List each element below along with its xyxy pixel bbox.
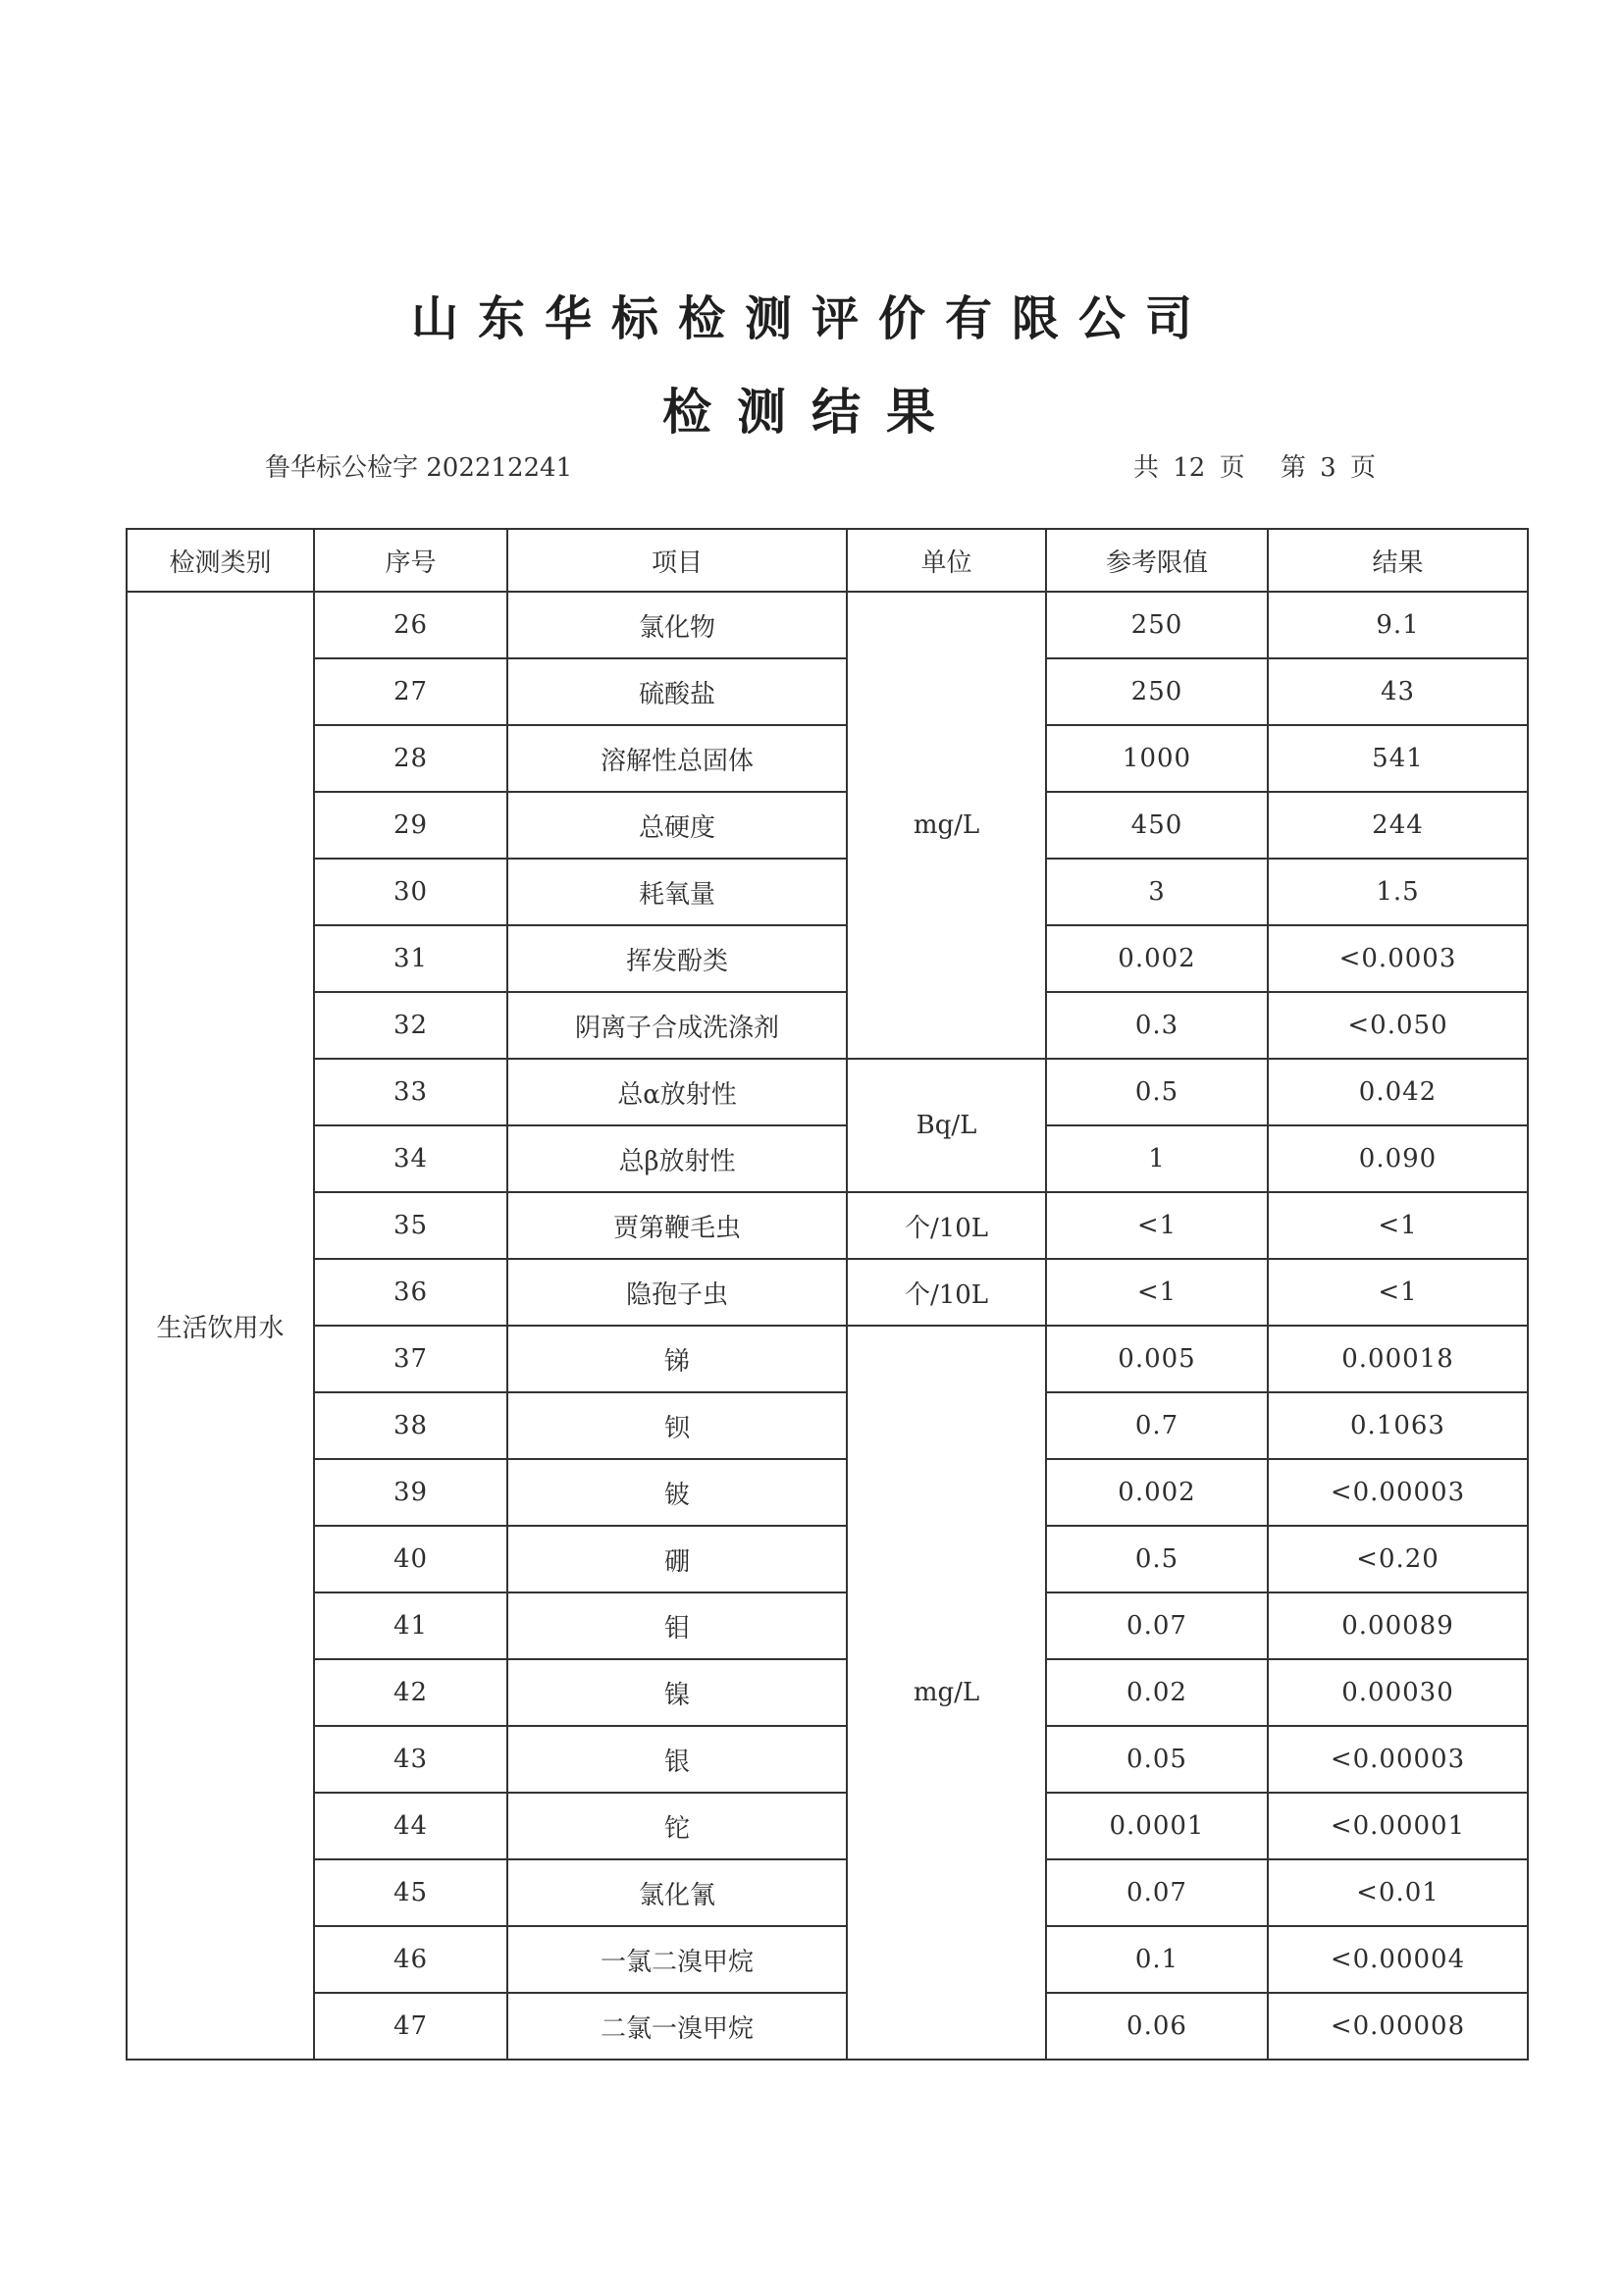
row-number: 46 [314, 1926, 507, 1993]
result-value: 43 [1268, 658, 1528, 725]
limit-value: 1 [1046, 1125, 1268, 1192]
row-number: 43 [314, 1726, 507, 1793]
result-value: 0.00089 [1268, 1592, 1528, 1659]
row-number: 45 [314, 1859, 507, 1926]
item-name: 锑 [507, 1326, 847, 1392]
limit-value: 0.5 [1046, 1526, 1268, 1592]
limit-value: 0.05 [1046, 1726, 1268, 1793]
row-number: 36 [314, 1259, 507, 1326]
result-value: <0.01 [1268, 1859, 1528, 1926]
item-name: 硫酸盐 [507, 658, 847, 725]
row-number: 33 [314, 1059, 507, 1125]
page-indicator [1133, 447, 1397, 484]
result-value: <0.20 [1268, 1526, 1528, 1592]
result-value: <0.00001 [1268, 1793, 1528, 1859]
result-value: <0.00008 [1268, 1993, 1528, 2060]
table-row [127, 1659, 1528, 1726]
unit-cell: 个/10L [847, 1192, 1046, 1259]
table-row [127, 925, 1528, 992]
item-name: 钼 [507, 1592, 847, 1659]
item-name: 钡 [507, 1392, 847, 1459]
table-row [127, 1392, 1528, 1459]
limit-value: 0.002 [1046, 925, 1268, 992]
item-name: 溶解性总固体 [507, 725, 847, 792]
result-value: <0.00003 [1268, 1459, 1528, 1526]
table-row [127, 1259, 1528, 1326]
table-row [127, 1459, 1528, 1526]
category-cell: 生活饮用水 [127, 592, 314, 2060]
current-page: 第 3 页 [1280, 453, 1376, 483]
item-name: 硼 [507, 1526, 847, 1592]
result-value: 0.00030 [1268, 1659, 1528, 1726]
table-row [127, 1059, 1528, 1125]
result-value: 1.5 [1268, 859, 1528, 925]
col-header-number: 序号 [314, 529, 507, 592]
col-header-item: 项目 [507, 529, 847, 592]
table-row [127, 1726, 1528, 1793]
table-header-row [127, 529, 1528, 592]
table-row [127, 1793, 1528, 1859]
item-name: 总硬度 [507, 792, 847, 859]
limit-value: 0.002 [1046, 1459, 1268, 1526]
item-name: 镍 [507, 1659, 847, 1726]
row-number: 29 [314, 792, 507, 859]
row-number: 28 [314, 725, 507, 792]
limit-value: 450 [1046, 792, 1268, 859]
results-table [126, 528, 1529, 2061]
item-name: 挥发酚类 [507, 925, 847, 992]
table-row [127, 792, 1528, 859]
result-value: 0.042 [1268, 1059, 1528, 1125]
unit-cell: mg/L [847, 1326, 1046, 2060]
table-row [127, 1526, 1528, 1592]
limit-value: 0.5 [1046, 1059, 1268, 1125]
table-row [127, 725, 1528, 792]
row-number: 37 [314, 1326, 507, 1392]
result-value: 244 [1268, 792, 1528, 859]
result-value: 0.1063 [1268, 1392, 1528, 1459]
limit-value: <1 [1046, 1192, 1268, 1259]
limit-value: 0.06 [1046, 1993, 1268, 2060]
table-row [127, 992, 1528, 1059]
col-header-result: 结果 [1268, 529, 1528, 592]
limit-value: 250 [1046, 592, 1268, 658]
item-name: 总α放射性 [507, 1059, 847, 1125]
row-number: 47 [314, 1993, 507, 2060]
item-name: 阴离子合成洗涤剂 [507, 992, 847, 1059]
result-value: 9.1 [1268, 592, 1528, 658]
item-name: 氯化物 [507, 592, 847, 658]
table-row [127, 1326, 1528, 1392]
row-number: 39 [314, 1459, 507, 1526]
col-header-category: 检测类别 [127, 529, 314, 592]
item-name: 总β放射性 [507, 1125, 847, 1192]
limit-value: <1 [1046, 1259, 1268, 1326]
result-value: <1 [1268, 1192, 1528, 1259]
item-name: 贾第鞭毛虫 [507, 1192, 847, 1259]
limit-value: 0.07 [1046, 1592, 1268, 1659]
limit-value: 3 [1046, 859, 1268, 925]
limit-value: 0.7 [1046, 1392, 1268, 1459]
result-value: <0.050 [1268, 992, 1528, 1059]
item-name: 耗氧量 [507, 859, 847, 925]
table-row [127, 1592, 1528, 1659]
limit-value: 1000 [1046, 725, 1268, 792]
table-row [127, 1859, 1528, 1926]
row-number: 30 [314, 859, 507, 925]
row-number: 32 [314, 992, 507, 1059]
results-body [127, 592, 1528, 2060]
limit-value: 0.07 [1046, 1859, 1268, 1926]
limit-value: 0.0001 [1046, 1793, 1268, 1859]
row-number: 44 [314, 1793, 507, 1859]
table-row [127, 658, 1528, 725]
table-row [127, 1192, 1528, 1259]
col-header-unit: 单位 [847, 529, 1046, 592]
limit-value: 0.005 [1046, 1326, 1268, 1392]
row-number: 41 [314, 1592, 507, 1659]
item-name: 银 [507, 1726, 847, 1793]
item-name: 铍 [507, 1459, 847, 1526]
table-row [127, 592, 1528, 658]
row-number: 27 [314, 658, 507, 725]
unit-cell: mg/L [847, 592, 1046, 1059]
table-row [127, 1125, 1528, 1192]
item-name: 一氯二溴甲烷 [507, 1926, 847, 1993]
item-name: 铊 [507, 1793, 847, 1859]
result-value: 0.090 [1268, 1125, 1528, 1192]
result-value: 0.00018 [1268, 1326, 1528, 1392]
limit-value: 0.1 [1046, 1926, 1268, 1993]
result-value: <0.00003 [1268, 1726, 1528, 1793]
row-number: 31 [314, 925, 507, 992]
result-value: <1 [1268, 1259, 1528, 1326]
result-value: <0.0003 [1268, 925, 1528, 992]
unit-cell: Bq/L [847, 1059, 1046, 1192]
result-value: <0.00004 [1268, 1926, 1528, 1993]
limit-value: 250 [1046, 658, 1268, 725]
table-row [127, 1993, 1528, 2060]
col-header-limit: 参考限值 [1046, 529, 1268, 592]
item-name: 氯化氰 [507, 1859, 847, 1926]
report-number: 鲁华标公检字 202212241 [265, 453, 573, 483]
total-pages: 共 12 页 [1133, 453, 1245, 483]
item-name: 隐孢子虫 [507, 1259, 847, 1326]
result-value: 541 [1268, 725, 1528, 792]
row-number: 38 [314, 1392, 507, 1459]
limit-value: 0.3 [1046, 992, 1268, 1059]
row-number: 34 [314, 1125, 507, 1192]
report-subtitle: 检测结果 [662, 384, 961, 441]
row-number: 40 [314, 1526, 507, 1592]
row-number: 42 [314, 1659, 507, 1726]
table-row [127, 1926, 1528, 1993]
table-row [127, 859, 1528, 925]
company-name: 山东华标检测评价有限公司 [410, 291, 1212, 346]
row-number: 35 [314, 1192, 507, 1259]
limit-value: 0.02 [1046, 1659, 1268, 1726]
unit-cell: 个/10L [847, 1259, 1046, 1326]
row-number: 26 [314, 592, 507, 658]
item-name: 二氯一溴甲烷 [507, 1993, 847, 2060]
